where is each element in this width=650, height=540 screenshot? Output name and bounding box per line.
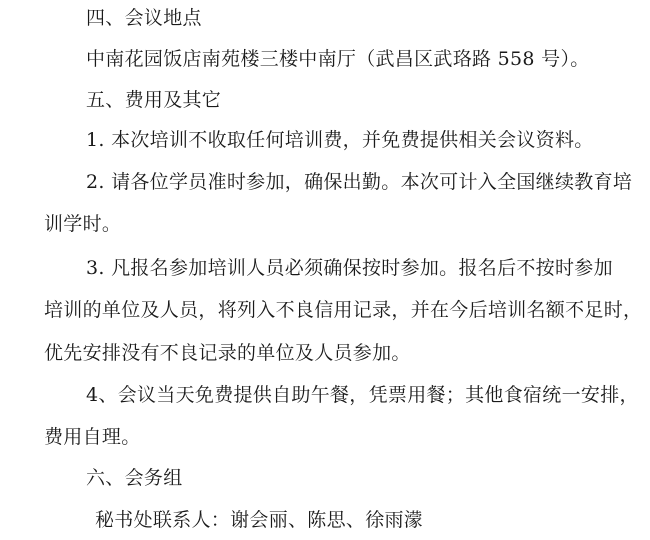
section-heading-location: 四、会议地点 <box>86 7 202 29</box>
fees-item-3-line-3: 优先安排没有不良记录的单位及人员参加。 <box>44 342 411 364</box>
secretariat-contacts: 秘书处联系人：谢会丽、陈思、徐雨濛 <box>95 509 424 531</box>
section-heading-fees: 五、费用及其它 <box>86 89 222 111</box>
fees-item-3-line-1: 3. 凡报名参加培训人员必须确保按时参加。报名后不按时参加 <box>86 257 613 279</box>
fees-item-4-line-2: 费用自理。 <box>44 426 141 448</box>
section-heading-secretariat: 六、会务组 <box>86 467 183 489</box>
fees-item-2-line-2: 训学时。 <box>44 213 122 235</box>
fees-item-2-line-1: 2. 请各位学员准时参加，确保出勤。本次可计入全国继续教育培 <box>86 171 633 193</box>
fees-item-4-line-1: 4、会议当天免费提供自助午餐，凭票用餐；其他食宿统一安排， <box>86 384 639 406</box>
fees-item-1: 1. 本次培训不收取任何培训费，并免费提供相关会议资料。 <box>86 129 594 151</box>
location-text: 中南花园饭店南苑楼三楼中南厅（武昌区武珞路 558 号）。 <box>86 48 590 70</box>
fees-item-3-line-2: 培训的单位及人员，将列入不良信用记录，并在今后培训名额不足时， <box>44 299 643 321</box>
